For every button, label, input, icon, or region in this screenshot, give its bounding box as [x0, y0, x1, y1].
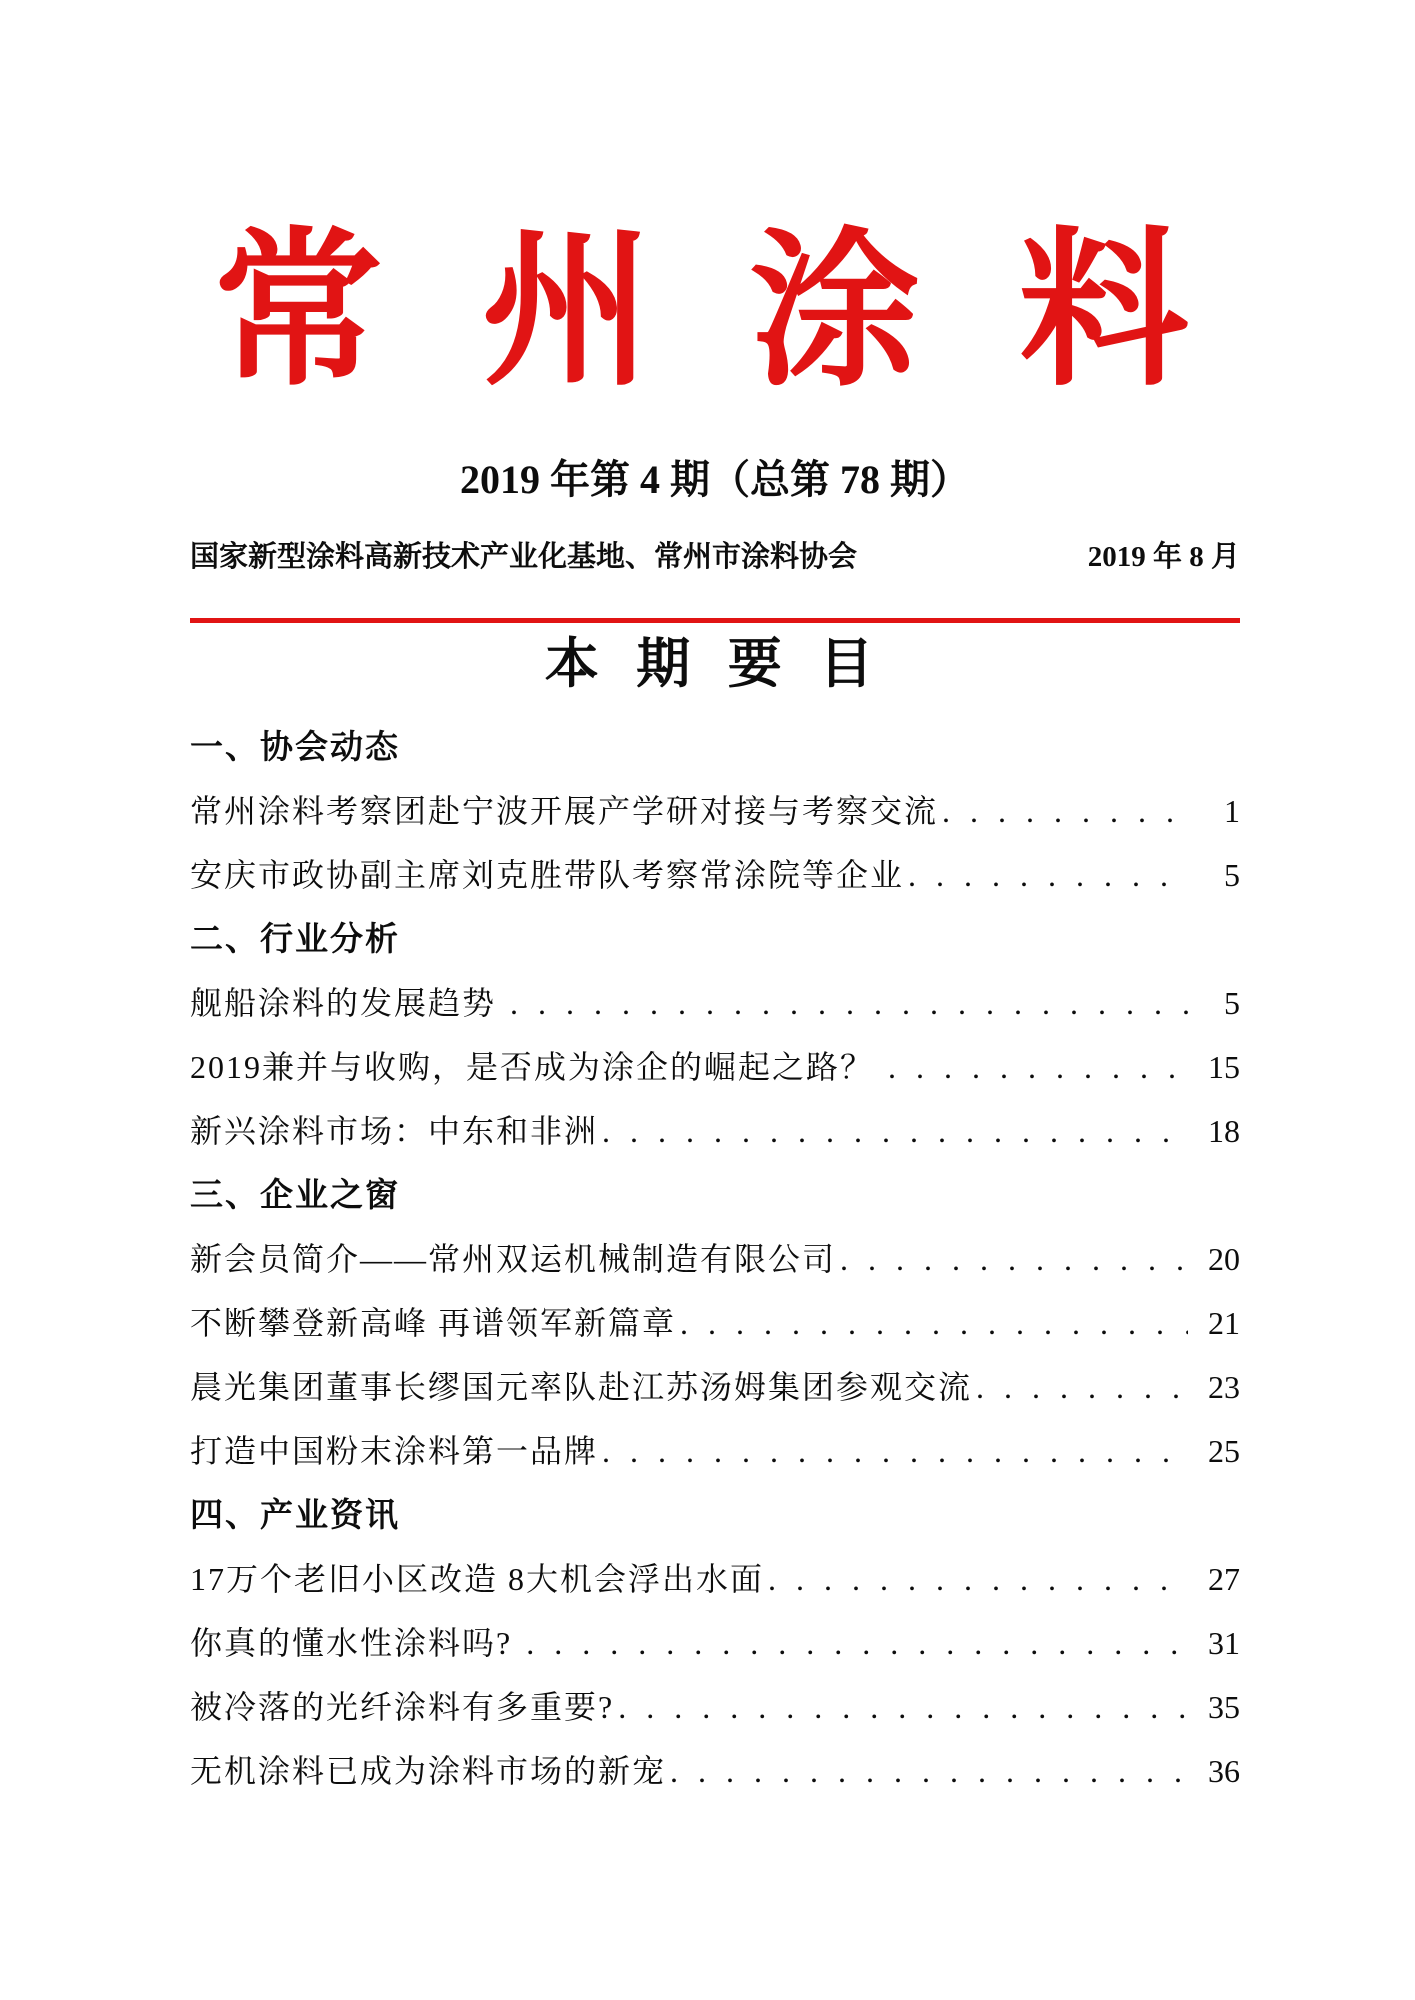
- toc-entry-title: 打造中国粉末涂料第一品牌: [190, 1433, 599, 1469]
- dot-leader: [836, 1227, 1188, 1291]
- toc-entry-row: [190, 1611, 1240, 1675]
- toc-entry-row: [190, 843, 1240, 907]
- dot-leader: [904, 843, 1188, 907]
- dot-leader: [614, 1675, 1188, 1739]
- toc-heading: 本 期 要 目: [544, 634, 886, 694]
- toc-entry-row: [190, 1099, 1240, 1163]
- toc-entry-title: 2019兼并与收购，是否成为涂企的崛起之路？: [190, 1049, 885, 1085]
- toc-entry-page: 20: [1208, 1241, 1240, 1277]
- dot-leader: [598, 1419, 1188, 1483]
- toc-entry-page: 27: [1208, 1561, 1240, 1597]
- toc-section-label: 一、协会动态: [190, 728, 400, 765]
- dot-leader: [972, 1355, 1188, 1419]
- issue-date: 2019 年 8 月: [1087, 541, 1240, 573]
- issue-info: 2019 年第 4 期（总第 78 期）: [460, 457, 970, 502]
- toc-entry-title: 新兴涂料市场：中东和非洲: [190, 1113, 599, 1149]
- toc-entry-page: 5: [1224, 857, 1240, 893]
- toc-entry-page: 35: [1208, 1689, 1240, 1725]
- toc-entry-page: 15: [1208, 1049, 1240, 1085]
- publisher-name: 国家新型涂料高新技术产业化基地、常州市涂料协会: [190, 541, 858, 573]
- toc-entry-row: [190, 1739, 1240, 1803]
- toc-entry-title: 无机涂料已成为涂料市场的新宠: [190, 1753, 667, 1789]
- publisher-row: [190, 540, 1240, 575]
- toc-entry-title: 晨光集团董事长缪国元率队赴江苏汤姆集团参观交流: [190, 1369, 973, 1405]
- toc-entry-row: [190, 1035, 1240, 1099]
- toc-entry-row: [190, 1675, 1240, 1739]
- dot-leader: [938, 779, 1188, 843]
- toc-entry-title: 你真的懂水性涂料吗?: [190, 1625, 523, 1661]
- toc-section-label: 三、企业之窗: [190, 1176, 400, 1213]
- toc-entry-page: 31: [1208, 1625, 1240, 1661]
- toc-entry-row: [190, 1419, 1240, 1483]
- divider-rule: [190, 618, 1240, 623]
- dot-leader: [764, 1547, 1188, 1611]
- toc-entry-row: [190, 971, 1240, 1035]
- publication-title: 常 州 涂 料: [213, 218, 1217, 406]
- toc-entry-title: 舰船涂料的发展趋势: [190, 985, 507, 1021]
- toc-entry-title: 17万个老旧小区改造 8大机会浮出水面: [190, 1561, 765, 1597]
- toc-entry-page: 1: [1224, 793, 1240, 829]
- toc-entry-title: 不断攀登新高峰 再谱领军新篇章: [190, 1305, 677, 1341]
- dot-leader: [666, 1739, 1188, 1803]
- toc-entry-title: 安庆市政协副主席刘克胜带队考察常涂院等企业: [190, 857, 905, 893]
- toc-entry-row: [190, 1291, 1240, 1355]
- dot-leader: [884, 1035, 1188, 1099]
- toc-entry-page: 23: [1208, 1369, 1240, 1405]
- toc-entry-page: 5: [1224, 985, 1240, 1021]
- dot-leader: [676, 1291, 1188, 1355]
- toc-entry-row: [190, 1355, 1240, 1419]
- toc-entry-row: [190, 779, 1240, 843]
- toc-entry-page: 21: [1208, 1305, 1240, 1341]
- toc-entry-page: 18: [1208, 1113, 1240, 1149]
- toc-entry-title: 新会员简介——常州双运机械制造有限公司: [190, 1241, 837, 1277]
- dot-leader: [522, 1611, 1188, 1675]
- toc-section-label: 二、行业分析: [190, 920, 400, 957]
- toc-entry-page: 25: [1208, 1433, 1240, 1469]
- table-of-contents: [190, 715, 1240, 1803]
- toc-entry-row: [190, 1227, 1240, 1291]
- toc-entry-row: [190, 1547, 1240, 1611]
- dot-leader: [506, 971, 1188, 1035]
- toc-entry-title: 被冷落的光纤涂料有多重要?: [190, 1689, 615, 1725]
- dot-leader: [598, 1099, 1188, 1163]
- toc-section-label: 四、产业资讯: [190, 1496, 400, 1533]
- toc-entry-page: 36: [1208, 1753, 1240, 1789]
- toc-entry-title: 常州涂料考察团赴宁波开展产学研对接与考察交流: [190, 793, 939, 829]
